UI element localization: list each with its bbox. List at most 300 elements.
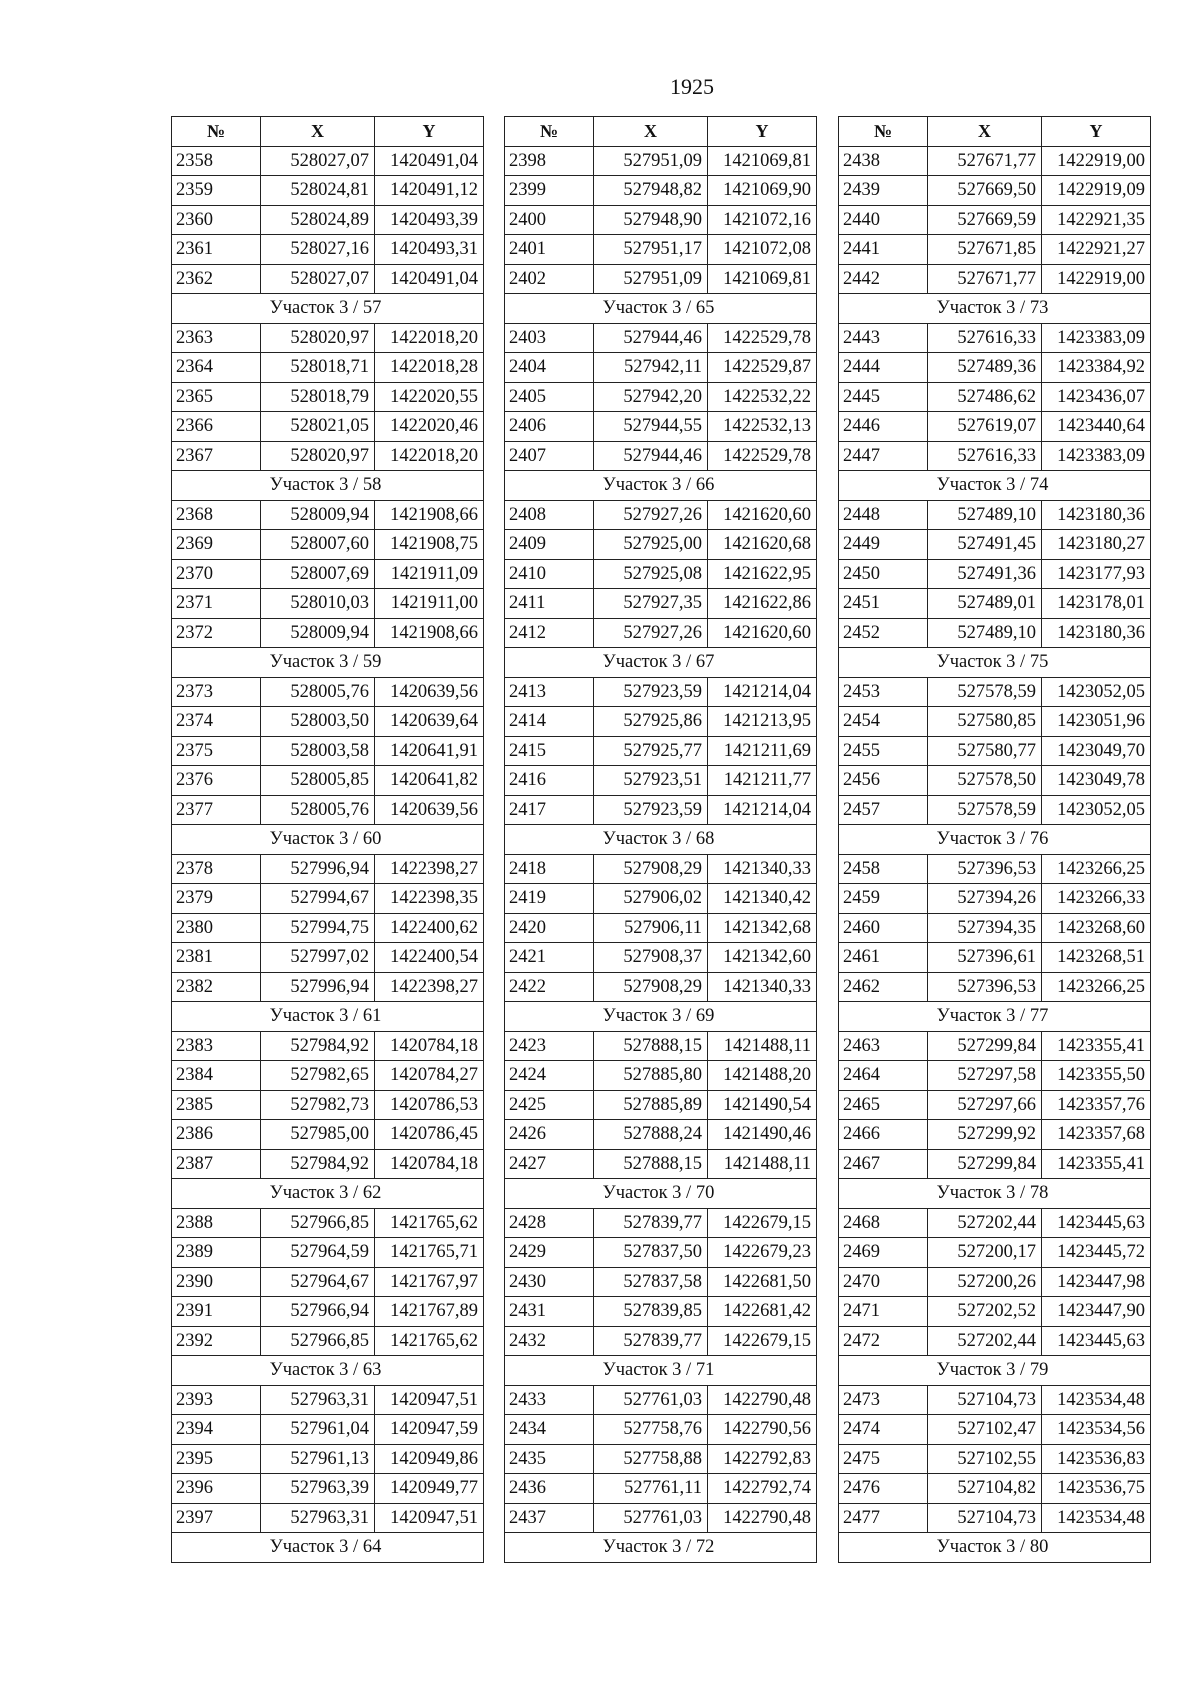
y-coordinate-cell: 1421620,60	[708, 618, 817, 648]
y-coordinate-cell: 1422532,22	[708, 382, 817, 412]
section-label: Участок 3 / 79	[839, 1356, 1151, 1386]
y-coordinate-cell: 1421908,66	[375, 500, 484, 530]
point-number-cell: 2471	[839, 1297, 928, 1327]
x-coordinate-cell: 527619,07	[928, 412, 1042, 442]
point-number-cell: 2383	[172, 1031, 261, 1061]
point-number-cell: 2410	[505, 559, 594, 589]
x-coordinate-cell: 528005,76	[261, 795, 375, 825]
table-row	[505, 972, 817, 1002]
point-number-cell: 2438	[839, 146, 928, 176]
point-number-cell: 2359	[172, 176, 261, 206]
point-number-cell: 2440	[839, 205, 928, 235]
y-coordinate-cell: 1422398,27	[375, 854, 484, 884]
x-coordinate-cell: 528010,03	[261, 589, 375, 619]
y-coordinate-cell: 1423052,05	[1042, 795, 1151, 825]
x-coordinate-cell: 527966,85	[261, 1326, 375, 1356]
x-coordinate-cell: 527906,11	[594, 913, 708, 943]
x-coordinate-cell: 527671,85	[928, 235, 1042, 265]
x-coordinate-cell: 528009,94	[261, 618, 375, 648]
y-coordinate-cell: 1420491,12	[375, 176, 484, 206]
section-row	[839, 1533, 1151, 1563]
table-row	[839, 382, 1151, 412]
table-row	[505, 500, 817, 530]
y-coordinate-cell: 1423534,56	[1042, 1415, 1151, 1445]
x-coordinate-cell: 527944,46	[594, 323, 708, 353]
point-number-cell: 2391	[172, 1297, 261, 1327]
y-coordinate-cell: 1421072,16	[708, 205, 817, 235]
table-row	[505, 707, 817, 737]
x-coordinate-cell: 527839,77	[594, 1208, 708, 1238]
x-coordinate-cell: 527923,51	[594, 766, 708, 796]
point-number-cell: 2388	[172, 1208, 261, 1238]
y-coordinate-cell: 1421911,00	[375, 589, 484, 619]
x-coordinate-cell: 527489,10	[928, 500, 1042, 530]
point-number-cell: 2456	[839, 766, 928, 796]
x-coordinate-cell: 527994,67	[261, 884, 375, 914]
point-number-cell: 2473	[839, 1385, 928, 1415]
x-coordinate-cell: 528018,71	[261, 353, 375, 383]
x-coordinate-cell: 527948,90	[594, 205, 708, 235]
column-header-number: №	[172, 117, 261, 147]
y-coordinate-cell: 1422400,62	[375, 913, 484, 943]
point-number-cell: 2369	[172, 530, 261, 560]
x-coordinate-cell: 527994,75	[261, 913, 375, 943]
point-number-cell: 2378	[172, 854, 261, 884]
x-coordinate-cell: 527299,84	[928, 1149, 1042, 1179]
table-row	[172, 1297, 484, 1327]
y-coordinate-cell: 1421340,33	[708, 854, 817, 884]
section-row	[172, 825, 484, 855]
point-number-cell: 2442	[839, 264, 928, 294]
x-coordinate-cell: 528007,69	[261, 559, 375, 589]
table-row	[505, 1326, 817, 1356]
table-row	[505, 1061, 817, 1091]
y-coordinate-cell: 1420947,59	[375, 1415, 484, 1445]
section-row	[505, 1002, 817, 1032]
x-coordinate-cell: 527966,94	[261, 1297, 375, 1327]
x-coordinate-cell: 527996,94	[261, 854, 375, 884]
table-row	[172, 707, 484, 737]
point-number-cell: 2384	[172, 1061, 261, 1091]
point-number-cell: 2370	[172, 559, 261, 589]
table-row	[505, 1090, 817, 1120]
x-coordinate-cell: 527489,10	[928, 618, 1042, 648]
x-coordinate-cell: 527944,46	[594, 441, 708, 471]
y-coordinate-cell: 1423266,33	[1042, 884, 1151, 914]
point-number-cell: 2420	[505, 913, 594, 943]
y-coordinate-cell: 1422921,35	[1042, 205, 1151, 235]
table-row	[505, 1031, 817, 1061]
y-coordinate-cell: 1423384,92	[1042, 353, 1151, 383]
x-coordinate-cell: 527616,33	[928, 323, 1042, 353]
table-row	[172, 1090, 484, 1120]
section-label: Участок 3 / 77	[839, 1002, 1151, 1032]
y-coordinate-cell: 1421908,66	[375, 618, 484, 648]
coordinate-table-right	[838, 116, 1151, 1563]
x-coordinate-cell: 527888,24	[594, 1120, 708, 1150]
x-coordinate-cell: 528018,79	[261, 382, 375, 412]
section-row	[839, 825, 1151, 855]
point-number-cell: 2461	[839, 943, 928, 973]
x-coordinate-cell: 527671,77	[928, 264, 1042, 294]
point-number-cell: 2452	[839, 618, 928, 648]
point-number-cell: 2425	[505, 1090, 594, 1120]
y-coordinate-cell: 1422919,00	[1042, 146, 1151, 176]
point-number-cell: 2393	[172, 1385, 261, 1415]
x-coordinate-cell: 528020,97	[261, 441, 375, 471]
point-number-cell: 2385	[172, 1090, 261, 1120]
y-coordinate-cell: 1421340,33	[708, 972, 817, 1002]
y-coordinate-cell: 1423383,09	[1042, 441, 1151, 471]
x-coordinate-cell: 527996,94	[261, 972, 375, 1002]
y-coordinate-cell: 1422532,13	[708, 412, 817, 442]
point-number-cell: 2372	[172, 618, 261, 648]
point-number-cell: 2453	[839, 677, 928, 707]
x-coordinate-cell: 527102,55	[928, 1444, 1042, 1474]
table-row	[505, 589, 817, 619]
point-number-cell: 2362	[172, 264, 261, 294]
x-coordinate-cell: 527982,73	[261, 1090, 375, 1120]
point-number-cell: 2365	[172, 382, 261, 412]
point-number-cell: 2451	[839, 589, 928, 619]
section-row	[505, 825, 817, 855]
table-row	[839, 677, 1151, 707]
x-coordinate-cell: 527925,08	[594, 559, 708, 589]
section-row	[505, 294, 817, 324]
table-row	[172, 1385, 484, 1415]
point-number-cell: 2448	[839, 500, 928, 530]
point-number-cell: 2469	[839, 1238, 928, 1268]
section-row	[839, 1002, 1151, 1032]
point-number-cell: 2407	[505, 441, 594, 471]
section-label: Участок 3 / 70	[505, 1179, 817, 1209]
x-coordinate-cell: 527491,36	[928, 559, 1042, 589]
column-header-x: X	[261, 117, 375, 147]
table-row	[839, 1503, 1151, 1533]
table-row	[839, 1474, 1151, 1504]
point-number-cell: 2408	[505, 500, 594, 530]
y-coordinate-cell: 1420493,39	[375, 205, 484, 235]
section-row	[172, 1356, 484, 1386]
y-coordinate-cell: 1420784,18	[375, 1031, 484, 1061]
point-number-cell: 2476	[839, 1474, 928, 1504]
x-coordinate-cell: 528027,07	[261, 264, 375, 294]
table-row	[505, 884, 817, 914]
point-number-cell: 2434	[505, 1415, 594, 1445]
point-number-cell: 2405	[505, 382, 594, 412]
table-row	[172, 1061, 484, 1091]
x-coordinate-cell: 528027,07	[261, 146, 375, 176]
y-coordinate-cell: 1420639,64	[375, 707, 484, 737]
x-coordinate-cell: 527925,00	[594, 530, 708, 560]
column-header-y: Y	[375, 117, 484, 147]
table-row	[172, 1238, 484, 1268]
y-coordinate-cell: 1421765,62	[375, 1326, 484, 1356]
table-row	[505, 382, 817, 412]
x-coordinate-cell: 527906,02	[594, 884, 708, 914]
x-coordinate-cell: 527202,44	[928, 1208, 1042, 1238]
table-row	[505, 1120, 817, 1150]
x-coordinate-cell: 528003,58	[261, 736, 375, 766]
y-coordinate-cell: 1423447,98	[1042, 1267, 1151, 1297]
point-number-cell: 2436	[505, 1474, 594, 1504]
y-coordinate-cell: 1423357,68	[1042, 1120, 1151, 1150]
table-row	[172, 441, 484, 471]
x-coordinate-cell: 527486,62	[928, 382, 1042, 412]
table-row	[172, 1120, 484, 1150]
x-coordinate-cell: 527489,01	[928, 589, 1042, 619]
point-number-cell: 2443	[839, 323, 928, 353]
table-row	[839, 146, 1151, 176]
x-coordinate-cell: 528007,60	[261, 530, 375, 560]
table-row	[172, 854, 484, 884]
point-number-cell: 2413	[505, 677, 594, 707]
y-coordinate-cell: 1423180,36	[1042, 500, 1151, 530]
y-coordinate-cell: 1423180,27	[1042, 530, 1151, 560]
section-label: Участок 3 / 65	[505, 294, 817, 324]
x-coordinate-cell: 527885,80	[594, 1061, 708, 1091]
y-coordinate-cell: 1422020,55	[375, 382, 484, 412]
point-number-cell: 2460	[839, 913, 928, 943]
y-coordinate-cell: 1421214,04	[708, 795, 817, 825]
y-coordinate-cell: 1422919,09	[1042, 176, 1151, 206]
section-label: Участок 3 / 69	[505, 1002, 817, 1032]
point-number-cell: 2449	[839, 530, 928, 560]
table-row	[505, 353, 817, 383]
point-number-cell: 2416	[505, 766, 594, 796]
point-number-cell: 2454	[839, 707, 928, 737]
x-coordinate-cell: 527104,73	[928, 1503, 1042, 1533]
section-label: Участок 3 / 71	[505, 1356, 817, 1386]
table-row	[172, 677, 484, 707]
table-row	[505, 1444, 817, 1474]
y-coordinate-cell: 1420947,51	[375, 1503, 484, 1533]
table-row	[505, 1415, 817, 1445]
table-row	[505, 1267, 817, 1297]
table-row	[505, 677, 817, 707]
y-coordinate-cell: 1421908,75	[375, 530, 484, 560]
table-row	[839, 913, 1151, 943]
point-number-cell: 2398	[505, 146, 594, 176]
x-coordinate-cell: 528024,81	[261, 176, 375, 206]
section-row	[839, 294, 1151, 324]
y-coordinate-cell: 1422790,48	[708, 1503, 817, 1533]
y-coordinate-cell: 1420491,04	[375, 264, 484, 294]
point-number-cell: 2374	[172, 707, 261, 737]
y-coordinate-cell: 1423178,01	[1042, 589, 1151, 619]
point-number-cell: 2363	[172, 323, 261, 353]
column-header-number: №	[839, 117, 928, 147]
point-number-cell: 2457	[839, 795, 928, 825]
point-number-cell: 2462	[839, 972, 928, 1002]
table-row	[839, 1031, 1151, 1061]
x-coordinate-cell: 527948,82	[594, 176, 708, 206]
table-row	[839, 943, 1151, 973]
table-row	[505, 1297, 817, 1327]
y-coordinate-cell: 1422681,42	[708, 1297, 817, 1327]
table-row	[172, 412, 484, 442]
y-coordinate-cell: 1422020,46	[375, 412, 484, 442]
point-number-cell: 2371	[172, 589, 261, 619]
x-coordinate-cell: 527616,33	[928, 441, 1042, 471]
y-coordinate-cell: 1421211,69	[708, 736, 817, 766]
y-coordinate-cell: 1423445,72	[1042, 1238, 1151, 1268]
point-number-cell: 2360	[172, 205, 261, 235]
y-coordinate-cell: 1423445,63	[1042, 1326, 1151, 1356]
table-row	[172, 1267, 484, 1297]
y-coordinate-cell: 1420639,56	[375, 677, 484, 707]
x-coordinate-cell: 527963,31	[261, 1385, 375, 1415]
y-coordinate-cell: 1421767,97	[375, 1267, 484, 1297]
point-number-cell: 2377	[172, 795, 261, 825]
point-number-cell: 2390	[172, 1267, 261, 1297]
table-row	[172, 795, 484, 825]
table-row	[839, 530, 1151, 560]
point-number-cell: 2387	[172, 1149, 261, 1179]
section-label: Участок 3 / 74	[839, 471, 1151, 501]
point-number-cell: 2411	[505, 589, 594, 619]
section-row	[505, 648, 817, 678]
point-number-cell: 2472	[839, 1326, 928, 1356]
x-coordinate-cell: 527951,09	[594, 264, 708, 294]
table-row	[505, 1503, 817, 1533]
table-row	[505, 205, 817, 235]
point-number-cell: 2414	[505, 707, 594, 737]
coordinate-table-left	[171, 116, 484, 1563]
x-coordinate-cell: 527104,73	[928, 1385, 1042, 1415]
y-coordinate-cell: 1422529,78	[708, 441, 817, 471]
header-row	[172, 117, 484, 147]
y-coordinate-cell: 1420641,82	[375, 766, 484, 796]
point-number-cell: 2432	[505, 1326, 594, 1356]
table-row	[172, 589, 484, 619]
y-coordinate-cell: 1421069,90	[708, 176, 817, 206]
point-number-cell: 2381	[172, 943, 261, 973]
y-coordinate-cell: 1422792,74	[708, 1474, 817, 1504]
y-coordinate-cell: 1421342,60	[708, 943, 817, 973]
point-number-cell: 2433	[505, 1385, 594, 1415]
table-row	[172, 1031, 484, 1061]
point-number-cell: 2382	[172, 972, 261, 1002]
section-row	[172, 294, 484, 324]
table-row	[505, 1238, 817, 1268]
x-coordinate-cell: 527396,53	[928, 854, 1042, 884]
x-coordinate-cell: 527951,09	[594, 146, 708, 176]
x-coordinate-cell: 527839,77	[594, 1326, 708, 1356]
y-coordinate-cell: 1423355,50	[1042, 1061, 1151, 1091]
point-number-cell: 2395	[172, 1444, 261, 1474]
column-header-x: X	[594, 117, 708, 147]
section-row	[839, 1356, 1151, 1386]
section-row	[839, 1179, 1151, 1209]
x-coordinate-cell: 527669,50	[928, 176, 1042, 206]
point-number-cell: 2376	[172, 766, 261, 796]
y-coordinate-cell: 1420784,18	[375, 1149, 484, 1179]
y-coordinate-cell: 1423534,48	[1042, 1385, 1151, 1415]
point-number-cell: 2417	[505, 795, 594, 825]
y-coordinate-cell: 1420947,51	[375, 1385, 484, 1415]
point-number-cell: 2446	[839, 412, 928, 442]
point-number-cell: 2430	[505, 1267, 594, 1297]
point-number-cell: 2409	[505, 530, 594, 560]
point-number-cell: 2366	[172, 412, 261, 442]
x-coordinate-cell: 527839,85	[594, 1297, 708, 1327]
x-coordinate-cell: 527102,47	[928, 1415, 1042, 1445]
point-number-cell: 2445	[839, 382, 928, 412]
x-coordinate-cell: 527923,59	[594, 677, 708, 707]
table-row	[505, 1474, 817, 1504]
x-coordinate-cell: 527888,15	[594, 1031, 708, 1061]
y-coordinate-cell: 1422529,78	[708, 323, 817, 353]
table-row	[505, 766, 817, 796]
section-row	[839, 648, 1151, 678]
point-number-cell: 2392	[172, 1326, 261, 1356]
x-coordinate-cell: 527202,52	[928, 1297, 1042, 1327]
y-coordinate-cell: 1423447,90	[1042, 1297, 1151, 1327]
section-label: Участок 3 / 64	[172, 1533, 484, 1563]
y-coordinate-cell: 1422398,35	[375, 884, 484, 914]
y-coordinate-cell: 1422919,00	[1042, 264, 1151, 294]
x-coordinate-cell: 528021,05	[261, 412, 375, 442]
x-coordinate-cell: 527671,77	[928, 146, 1042, 176]
table-row	[839, 795, 1151, 825]
x-coordinate-cell: 527963,39	[261, 1474, 375, 1504]
column-header-y: Y	[708, 117, 817, 147]
point-number-cell: 2373	[172, 677, 261, 707]
point-number-cell: 2426	[505, 1120, 594, 1150]
y-coordinate-cell: 1420949,77	[375, 1474, 484, 1504]
y-coordinate-cell: 1421767,89	[375, 1297, 484, 1327]
section-label: Участок 3 / 68	[505, 825, 817, 855]
section-label: Участок 3 / 80	[839, 1533, 1151, 1563]
table-row	[839, 1238, 1151, 1268]
y-coordinate-cell: 1421490,46	[708, 1120, 817, 1150]
section-label: Участок 3 / 78	[839, 1179, 1151, 1209]
table-row	[839, 884, 1151, 914]
table-row	[172, 1503, 484, 1533]
section-label: Участок 3 / 67	[505, 648, 817, 678]
table-row	[505, 736, 817, 766]
table-row	[839, 500, 1151, 530]
table-row	[839, 176, 1151, 206]
table-row	[839, 766, 1151, 796]
x-coordinate-cell: 528027,16	[261, 235, 375, 265]
table-row	[172, 559, 484, 589]
y-coordinate-cell: 1423436,07	[1042, 382, 1151, 412]
table-row	[172, 382, 484, 412]
table-row	[172, 1326, 484, 1356]
y-coordinate-cell: 1420784,27	[375, 1061, 484, 1091]
x-coordinate-cell: 527394,35	[928, 913, 1042, 943]
column-header-x: X	[928, 117, 1042, 147]
x-coordinate-cell: 527944,55	[594, 412, 708, 442]
table-row	[839, 559, 1151, 589]
point-number-cell: 2403	[505, 323, 594, 353]
x-coordinate-cell: 527202,44	[928, 1326, 1042, 1356]
point-number-cell: 2389	[172, 1238, 261, 1268]
y-coordinate-cell: 1422679,15	[708, 1208, 817, 1238]
x-coordinate-cell: 527923,59	[594, 795, 708, 825]
section-label: Участок 3 / 59	[172, 648, 484, 678]
y-coordinate-cell: 1421911,09	[375, 559, 484, 589]
y-coordinate-cell: 1423383,09	[1042, 323, 1151, 353]
x-coordinate-cell: 527299,84	[928, 1031, 1042, 1061]
y-coordinate-cell: 1421490,54	[708, 1090, 817, 1120]
y-coordinate-cell: 1422400,54	[375, 943, 484, 973]
point-number-cell: 2368	[172, 500, 261, 530]
point-number-cell: 2386	[172, 1120, 261, 1150]
y-coordinate-cell: 1421488,11	[708, 1149, 817, 1179]
